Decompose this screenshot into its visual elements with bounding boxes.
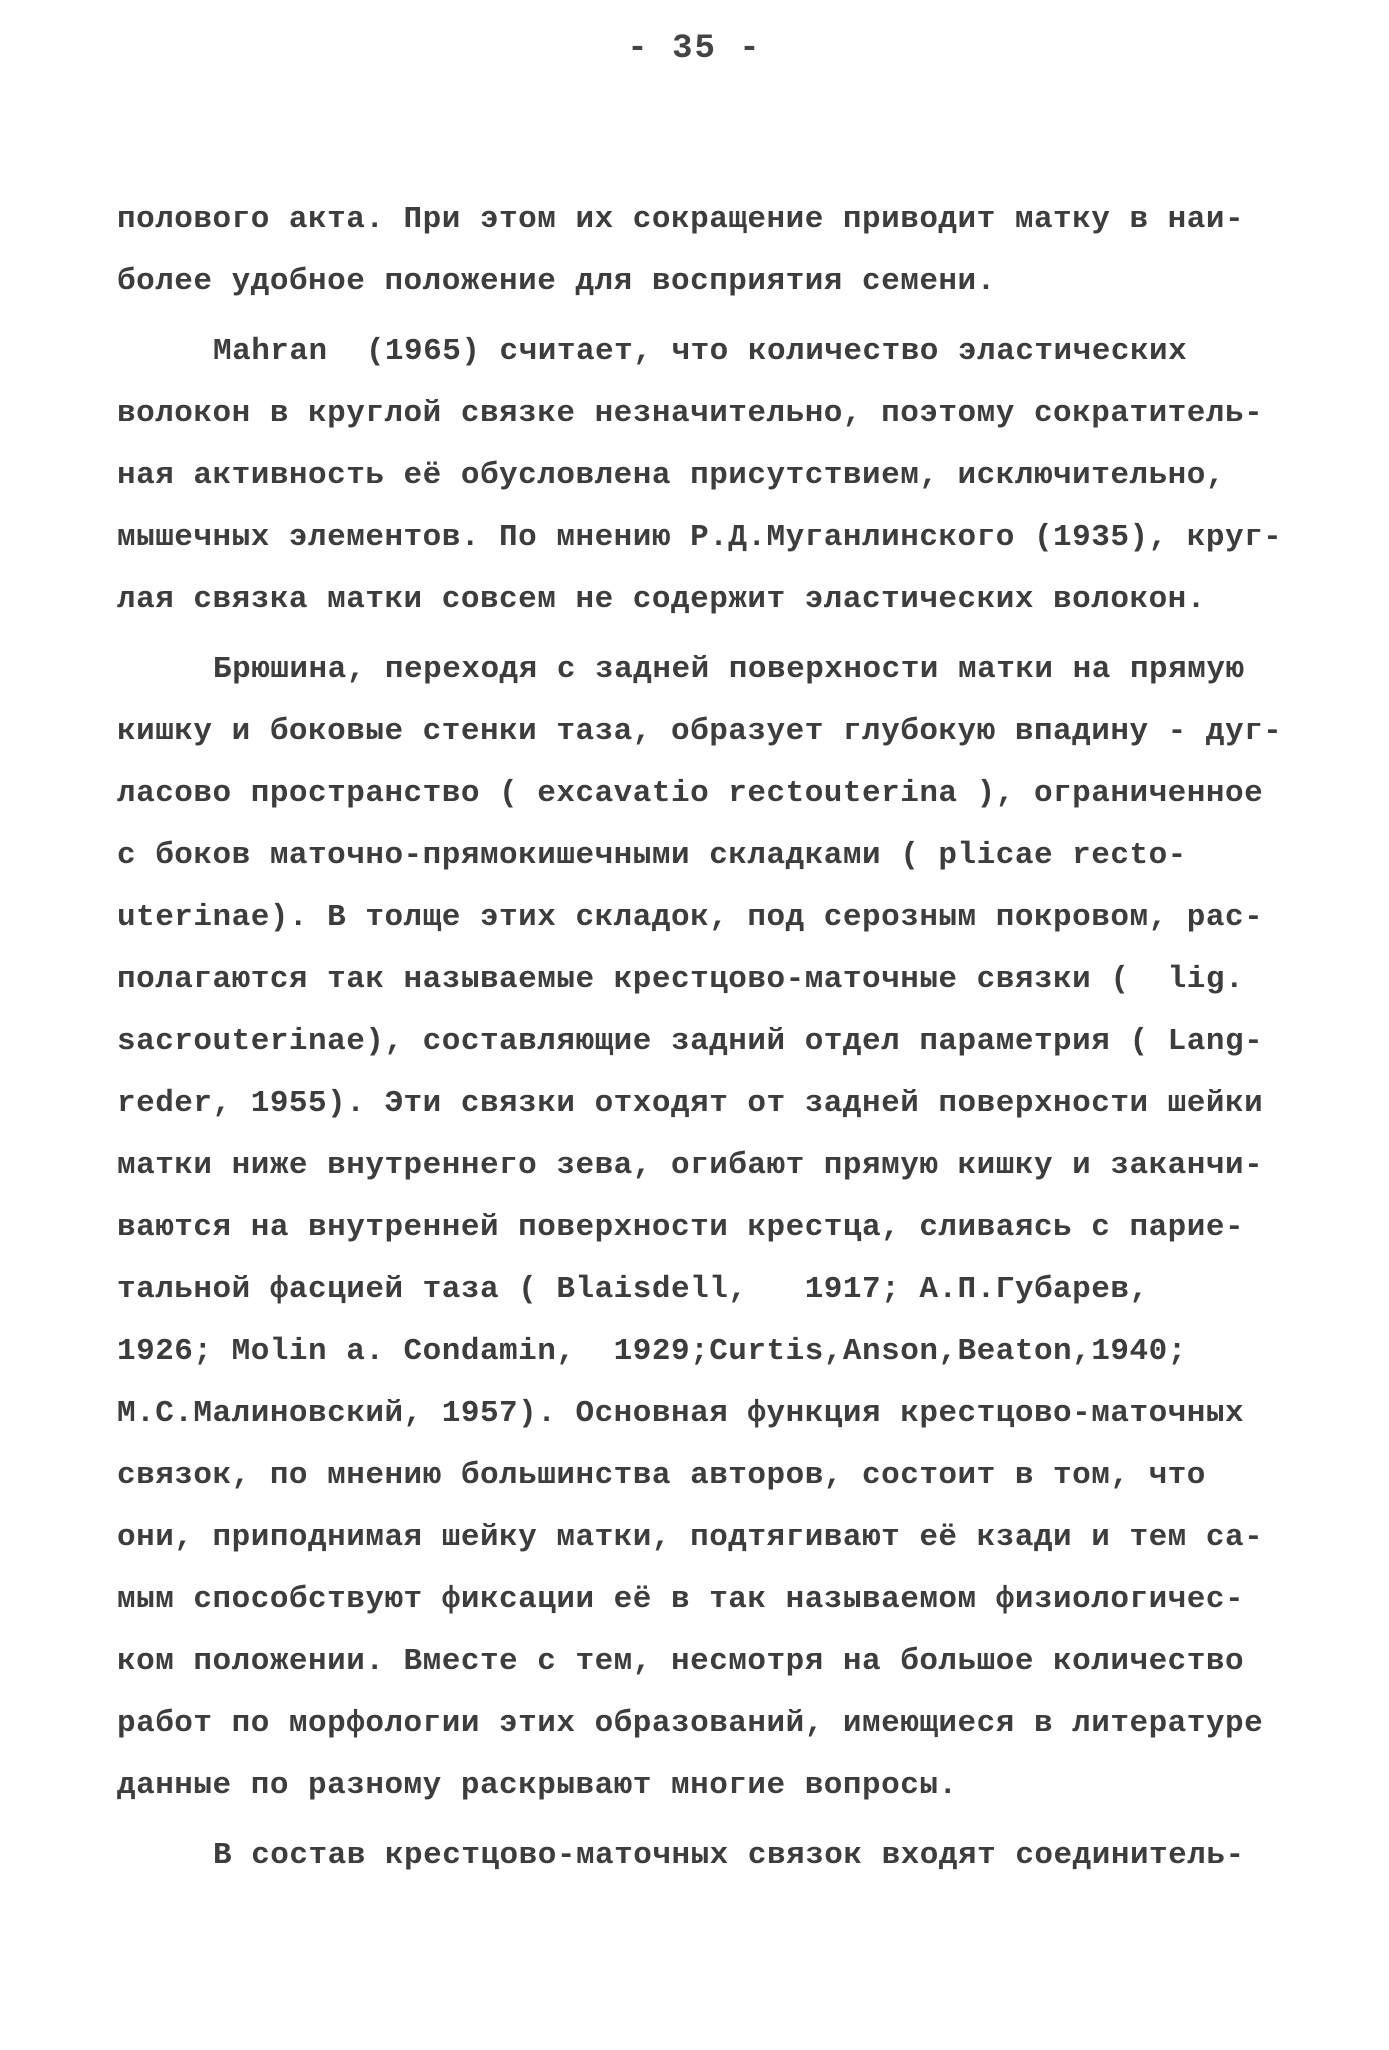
text-line: Брюшина, переходя с задней поверхности матки на прямую: [213, 652, 1245, 687]
text-line: матки ниже внутреннего зева, огибают прямую кишку и заканчи-: [117, 1148, 1264, 1183]
text-line: они, приподнимая шейку матки, подтягивают её кзади и тем са-: [117, 1520, 1264, 1555]
text-line: ная активность её обусловлена присутствием, исключительно,: [117, 458, 1225, 493]
page-number: - 35 -: [627, 30, 762, 68]
text-line: полагаются так называемые крестцово-маточные связки ( lig.: [117, 962, 1245, 997]
text-line: М.С.Малиновский, 1957). Основная функция крестцово-маточных: [117, 1396, 1245, 1431]
text-line: с боков маточно-прямокишечными складками ( plicae recto-: [117, 838, 1187, 873]
text-line: reder, 1955). Эти связки отходят от задней поверхности шейки: [117, 1086, 1264, 1121]
text-line: В состав крестцово-маточных связок входят соединитель-: [213, 1838, 1245, 1873]
text-line: работ по морфологии этих образований, имеющиеся в литературе: [117, 1706, 1264, 1741]
text-line: кишку и боковые стенки таза, образует глубокую впадину - дуг-: [117, 714, 1283, 749]
text-line: более удобное положение для восприятия семени.: [117, 264, 996, 299]
text-line: связок, по мнению большинства авторов, состоит в том, что: [117, 1458, 1206, 1493]
text-line: 1926; Molin a. Condamin, 1929;Curtis,Anson,Beaton,1940;: [117, 1334, 1187, 1369]
text-line: uterinae). В толще этих складок, под серозным покровом, рас-: [117, 900, 1264, 935]
text-line: лая связка матки совсем не содержит эластических волокон.: [117, 582, 1206, 617]
text-line: данные по разному раскрывают многие вопросы.: [117, 1768, 958, 1803]
text-line: тальной фасцией таза ( Blaisdell, 1917; А.П.Губарев,: [117, 1272, 1149, 1307]
text-line: ваются на внутренней поверхности крестца, сливаясь с парие-: [117, 1210, 1245, 1245]
text-line: полового акта. При этом их сокращение приводит матку в наи-: [117, 202, 1245, 237]
text-line: sacrouterinae), составляющие задний отдел параметрия ( Lang-: [117, 1024, 1264, 1059]
text-line: ласово пространство ( excavatio rectouterina ), ограниченное: [117, 776, 1264, 811]
text-line: Mahran (1965) считает, что количество эластических: [213, 334, 1188, 369]
text-line: ком положении. Вместе с тем, несмотря на большое количество: [117, 1644, 1245, 1679]
text-line: мым способствуют фиксации её в так называемом физиологичес-: [117, 1582, 1245, 1617]
text-line: мышечных элементов. По мнению Р.Д.Муганлинского (1935), круг-: [117, 520, 1283, 555]
text-line: волокон в круглой связке незначительно, поэтому сократитель-: [117, 396, 1264, 431]
